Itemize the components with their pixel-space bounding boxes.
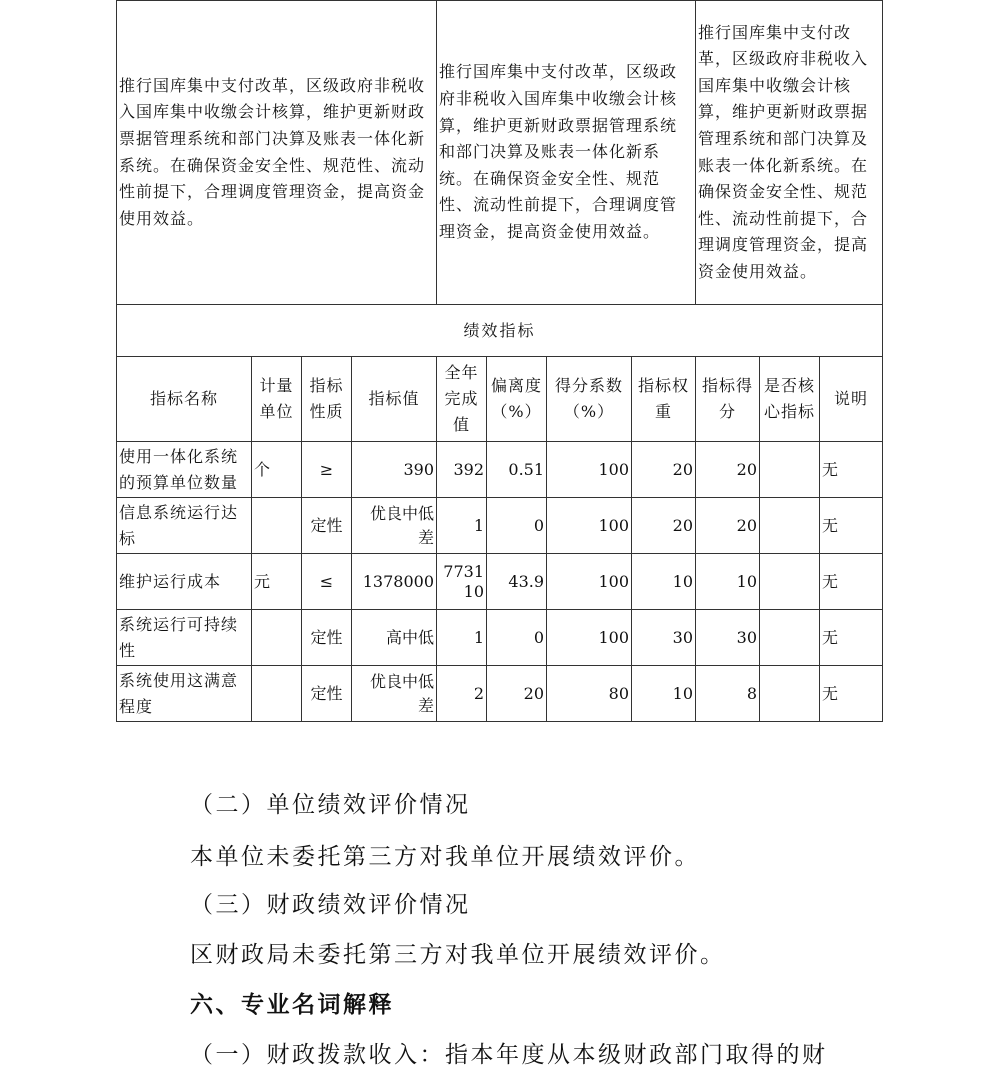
- unit-cell: [252, 666, 302, 722]
- actual-cell: 1: [437, 610, 487, 666]
- section-title-row: [117, 305, 883, 357]
- target-cell: 1378000: [352, 554, 437, 610]
- description-text: 推行国库集中支付改革，区级政府非税收入国库集中收缴会计核算，维护更新财政票据管理系统和部门决算及账表一体化新系统。在确保资金安全性、规范性、流动性前提下，合理调度管理资金，提高资金使用效益。: [439, 62, 678, 241]
- header-core: 是否核心指标: [760, 357, 820, 442]
- deviation-cell: 20: [487, 666, 547, 722]
- score-cell: 10: [696, 554, 760, 610]
- nature-cell: 定性: [302, 498, 352, 554]
- heading-terms: 六、专业名词解释: [190, 991, 394, 1018]
- weight-cell: 30: [632, 610, 696, 666]
- description-text: 推行国库集中支付改革，区级政府非税收入国库集中收缴会计核算，维护更新财政票据管理系统和部门决算及账表一体化新系统。在确保资金安全性、规范性、流动性前提下，合理调度管理资金，提高资金使用效益。: [119, 75, 426, 228]
- performance-table: [116, 0, 883, 722]
- description-cell: [696, 1, 883, 305]
- header-note: 说明: [820, 357, 883, 442]
- coefficient-cell: 100: [547, 554, 632, 610]
- actual-cell: 2: [437, 666, 487, 722]
- coefficient-cell: 100: [547, 442, 632, 498]
- nature-cell: 定性: [302, 666, 352, 722]
- nature-cell: ≥: [302, 442, 352, 498]
- header-unit: 计量单位: [252, 357, 302, 442]
- target-cell: 优良中低差: [352, 666, 437, 722]
- weight-cell: 10: [632, 666, 696, 722]
- text-finance-eval: 区财政局未委托第三方对我单位开展绩效评价。: [190, 942, 726, 968]
- deviation-cell: 43.9: [487, 554, 547, 610]
- unit-cell: [252, 498, 302, 554]
- text-terms-start: （一）财政拨款收入：指本年度从本级财政部门取得的财: [190, 1042, 828, 1068]
- nature-cell: 定性: [302, 610, 352, 666]
- unit-cell: [252, 610, 302, 666]
- unit-cell: 个: [252, 442, 302, 498]
- nature-cell: ≤: [302, 554, 352, 610]
- actual-cell: 773110: [437, 554, 487, 610]
- note-cell: 无: [820, 442, 883, 498]
- weight-cell: 10: [632, 554, 696, 610]
- coefficient-cell: 80: [547, 666, 632, 722]
- deviation-cell: 0: [487, 498, 547, 554]
- indicator-name: 系统运行可持续性: [117, 610, 252, 666]
- score-cell: 20: [696, 498, 760, 554]
- header-score: 指标得分: [696, 357, 760, 442]
- actual-cell: 1: [437, 498, 487, 554]
- indicator-name: 使用一体化系统的预算单位数量: [117, 442, 252, 498]
- core-cell: [760, 666, 820, 722]
- section-title: 绩效指标: [117, 305, 883, 357]
- weight-cell: 20: [632, 442, 696, 498]
- header-actual: 全年完成值: [437, 357, 487, 442]
- indicator-name: 信息系统运行达标: [117, 498, 252, 554]
- core-cell: [760, 554, 820, 610]
- core-cell: [760, 498, 820, 554]
- description-cell: [117, 1, 437, 305]
- header-deviation: 偏离度（%）: [487, 357, 547, 442]
- table-row: [117, 442, 883, 498]
- score-cell: 30: [696, 610, 760, 666]
- description-row: [117, 1, 883, 305]
- indicator-name: 维护运行成本: [117, 554, 252, 610]
- table-row: [117, 498, 883, 554]
- note-cell: 无: [820, 498, 883, 554]
- heading-unit-eval: （二）单位绩效评价情况: [190, 792, 471, 818]
- header-name: 指标名称: [117, 357, 252, 442]
- target-cell: 390: [352, 442, 437, 498]
- note-cell: 无: [820, 554, 883, 610]
- core-cell: [760, 442, 820, 498]
- actual-cell: 392: [437, 442, 487, 498]
- header-row: [117, 357, 883, 442]
- core-cell: [760, 610, 820, 666]
- table-row: [117, 554, 883, 610]
- coefficient-cell: 100: [547, 610, 632, 666]
- description-text: 推行国库集中支付改革，区级政府非税收入国库集中收缴会计核算，维护更新财政票据管理系统和部门决算及账表一体化新系统。在确保资金安全性、规范性、流动性前提下，合理调度管理资金，提高资金使用效益。: [698, 22, 869, 281]
- target-cell: 优良中低差: [352, 498, 437, 554]
- indicator-name: 系统使用这满意程度: [117, 666, 252, 722]
- deviation-cell: 0.51: [487, 442, 547, 498]
- coefficient-cell: 100: [547, 498, 632, 554]
- table-row: [117, 666, 883, 722]
- unit-cell: 元: [252, 554, 302, 610]
- description-cell: [437, 1, 696, 305]
- weight-cell: 20: [632, 498, 696, 554]
- note-cell: 无: [820, 666, 883, 722]
- header-target: 指标值: [352, 357, 437, 442]
- deviation-cell: 0: [487, 610, 547, 666]
- note-cell: 无: [820, 610, 883, 666]
- header-nature: 指标性质: [302, 357, 352, 442]
- text-unit-eval: 本单位未委托第三方对我单位开展绩效评价。: [190, 844, 700, 870]
- header-coefficient: 得分系数（%）: [547, 357, 632, 442]
- heading-finance-eval: （三）财政绩效评价情况: [190, 892, 471, 918]
- target-cell: 高中低: [352, 610, 437, 666]
- table-row: [117, 610, 883, 666]
- score-cell: 8: [696, 666, 760, 722]
- header-weight: 指标权重: [632, 357, 696, 442]
- score-cell: 20: [696, 442, 760, 498]
